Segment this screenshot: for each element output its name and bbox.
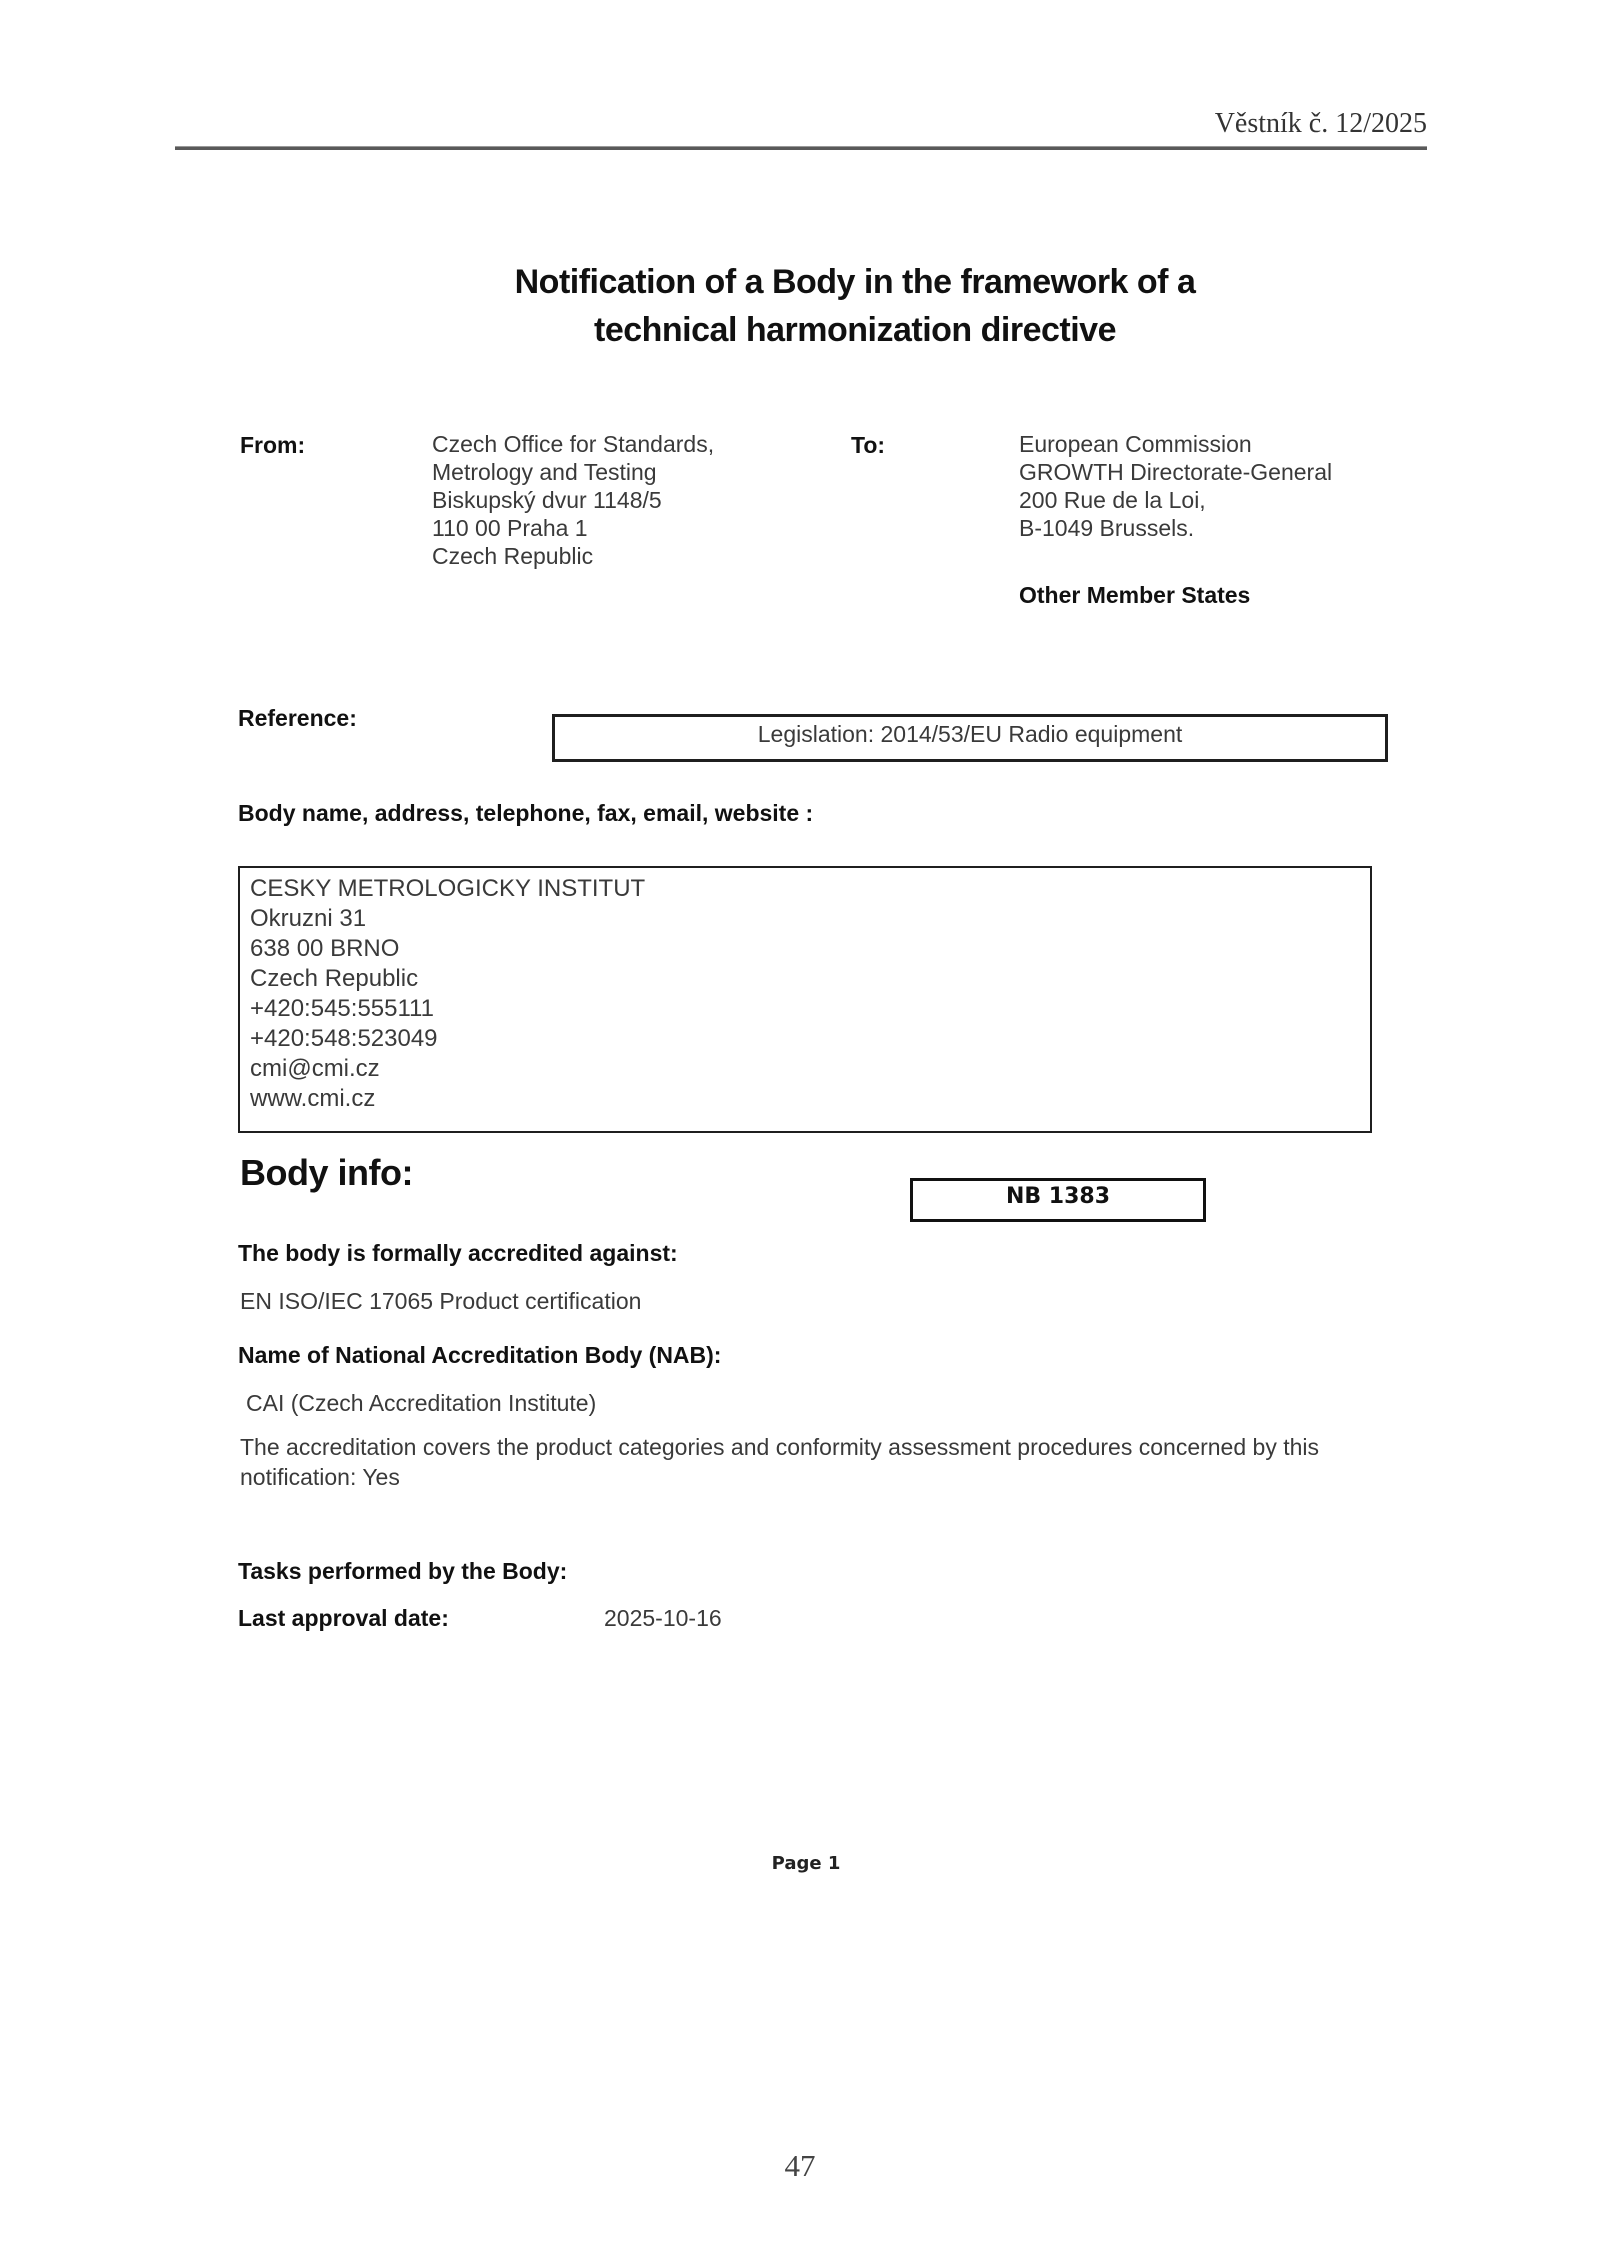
from-address <box>432 430 714 570</box>
notified-body-number: NB 1383 <box>1005 1184 1111 1209</box>
to-address-line: GROWTH Directorate-General <box>1019 459 1333 485</box>
accreditation-note: The accreditation covers the product categories and conformity assessment procedures concerned by this notification: Yes <box>240 1434 1320 1490</box>
to-address-line: B-1049 Brussels. <box>1019 515 1195 541</box>
body-name-heading: Body name, address, telephone, fax, email, website : <box>238 800 814 826</box>
nab-name: CAI (Czech Accreditation Institute) <box>246 1390 597 1416</box>
header-divider <box>175 146 1427 150</box>
tasks-heading: Tasks performed by the Body: <box>238 1558 568 1584</box>
from-label: From: <box>240 432 306 458</box>
to-label: To: <box>851 432 886 458</box>
reference-box <box>552 714 1388 762</box>
body-info-heading: Body info: <box>240 1152 413 1193</box>
reference-value: Legislation: 2014/53/EU Radio equipment <box>757 721 1183 747</box>
body-address-line: www.cmi.cz <box>250 1085 376 1112</box>
to-address-line: European Commission <box>1019 431 1252 457</box>
from-address-line: Metrology and Testing <box>432 459 657 485</box>
body-address-line: Czech Republic <box>250 965 419 992</box>
last-approval-date-label: Last approval date: <box>238 1605 449 1631</box>
to-address <box>1019 430 1332 542</box>
notified-body-number-box <box>910 1178 1206 1222</box>
last-approval-date-value: 2025-10-16 <box>604 1605 722 1631</box>
body-address-line: CESKY METROLOGICKY INSTITUT <box>250 875 646 902</box>
journal-header: Věstník č. 12/2025 <box>1214 108 1427 139</box>
accredited-against-heading: The body is formally accredited against: <box>238 1240 678 1266</box>
body-address-line: +420:548:523049 <box>250 1025 438 1052</box>
reference-label: Reference: <box>238 705 357 731</box>
body-address-line: 638 00 BRNO <box>250 935 400 962</box>
body-address-box <box>238 866 1372 1133</box>
from-address-line: 110 00 Praha 1 <box>432 515 588 541</box>
body-address-line: cmi@cmi.cz <box>250 1055 380 1082</box>
from-address-line: Czech Office for Standards, <box>432 431 715 457</box>
nab-heading: Name of National Accreditation Body (NAB): <box>238 1342 722 1368</box>
document-title-line1: Notification of a Body in the framework of a <box>514 263 1196 301</box>
from-address-line: Biskupský dvur 1148/5 <box>432 487 662 513</box>
other-member-states-label: Other Member States <box>1019 582 1251 608</box>
document-title <box>240 258 1470 354</box>
body-address-line: +420:545:555111 <box>250 995 434 1022</box>
accreditation-standard: EN ISO/IEC 17065 Product certification <box>240 1288 642 1314</box>
page-number: 47 <box>784 2148 816 2183</box>
page-footer-label: Page 1 <box>771 1853 841 1874</box>
body-address-line: Okruzni 31 <box>250 905 367 932</box>
from-address-line: Czech Republic <box>432 543 594 569</box>
to-address-line: 200 Rue de la Loi, <box>1019 487 1206 513</box>
document-title-line2: technical harmonization directive <box>594 311 1116 349</box>
